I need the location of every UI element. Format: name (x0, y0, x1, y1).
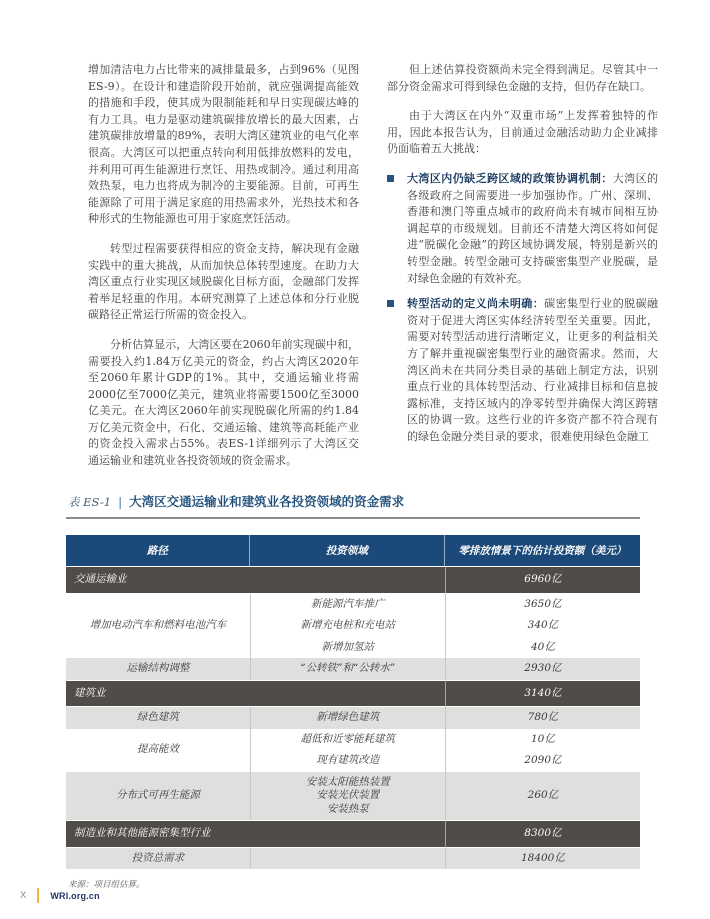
table-row (66, 594, 640, 616)
section-value: 8300亿 (445, 820, 640, 848)
paragraph: 由于大湾区在内外“双重市场”上发挥着独特的作用，因此本报告认为，目前通过金融活动助力企业减排仍面临着五大挑战： (387, 109, 658, 156)
table-row (66, 658, 640, 680)
field-cell: 超低和近零能耗建筑 (250, 729, 445, 751)
col-header-field: 投资领域 (250, 535, 445, 566)
bullet-lead: 大湾区内仍缺乏跨区域的政策协调机制： (407, 172, 613, 185)
path-cell: 增加电动汽车和燃料电池汽车 (89, 619, 227, 631)
bullet-text: 大湾区的各级政府之间需要进一步加强协作。广州、深圳、香港和澳门等重点城市的政府尚未有城市间相互协调起草的市级规划。目前还不清楚大湾区将如何促进“脱碳化金融”的跨区域协调发展，特别是新兴的转型金融。转型金融可支持碳密集型产业脱碳，是对绿色金融的有效补充。 (407, 171, 659, 285)
paragraph: 但上述估算投资额尚未完全得到满足。尽管其中一部分资金需求可得到绿色金融的支持，但仍存在缺口。 (387, 63, 658, 93)
field-line: 安装光伏装置 (316, 789, 380, 801)
paragraph: 转型过程需要获得相应的资金支持，解决现有金融实践中的重大挑战，从而加快总体转型速度。在助力大湾区重点行业实现区域脱碳化目标方面，金融部门发挥着举足轻重的作用。本研究测算了上述总体和分行业脱碳路径正常运行所需的资金投入。 (88, 241, 359, 322)
value-cell: 260亿 (445, 772, 640, 821)
left-column (88, 62, 359, 483)
table-label: 表 ES-1 (68, 495, 112, 509)
value-cell: 2930亿 (445, 658, 640, 680)
col-header-value: 零排放情景下的估计投资额（美元） (445, 535, 640, 566)
field-line: 安装热泵 (326, 802, 369, 815)
field-cell: 新增充电桩和充电站 (250, 615, 445, 637)
challenge-bullet-1 (387, 171, 658, 287)
path-cell: 投资总需求 (66, 848, 250, 870)
value-cell: 340亿 (445, 615, 640, 637)
value-cell: 18400亿 (445, 848, 640, 870)
value-cell: 3650亿 (445, 594, 640, 616)
table-title-divider: | (118, 495, 123, 509)
table-title-text: 大湾区交通运输业和建筑业各投资领域的资金需求 (129, 495, 405, 509)
paragraph: 分析估算显示，大湾区要在2060年前实现碳中和，需要投入约1.84万亿美元的资金，约占大湾区2020年至2060年累计GDP的1%。其中，交通运输业将需2000亿至7000亿美元，建筑业将需要1500亿至3000亿美元。在大湾区2060年前实现脱碳化所需的约1.84万亿美元资金中，石化、交通运输、建筑等高耗能产业的资金投入需求占55%。表ES-1详细列示了大湾区交通运输业和建筑业各投资领域的资金需求。 (88, 337, 359, 468)
section-row-transport (66, 566, 640, 594)
section-name: 交通运输业 (66, 566, 445, 594)
path-cell: 绿色建筑 (66, 707, 250, 729)
field-cell (250, 848, 445, 870)
bullet-square-icon (387, 175, 394, 182)
field-cell: 新增加氢站 (250, 637, 445, 659)
two-column-text (88, 62, 658, 483)
section-row-building (66, 680, 640, 708)
table-row (66, 729, 640, 751)
path-cell: 运输结构调整 (66, 658, 250, 680)
bullet-square-icon (387, 300, 394, 307)
page-number: X (20, 890, 27, 901)
paragraph: 增加清洁电力占比带来的减排量最多，占到96%（见图ES-9）。在设计和建造阶段开始前，就应强调提高能效的措施和手段，使其成为限制能耗和早日实现碳达峰的有力工具。电力是驱动建筑碳排放增长的最大因素，占建筑碳排放增量的89%，表明大湾区建筑业的电气化率很高。大湾区可以把重点转向利用低排放燃料的发电，并利用可再生能源进行烹饪、用热或制冷。通过利用高效热泵，电力也将成为制冷的主要能源。目前，可再生能源除了可用于满足家庭的用热需求外，光热技术和各种形式的生物能源也可用于家庭烹饪活动。 (88, 63, 359, 226)
field-cell: “公转铁”和“公转水” (250, 658, 445, 680)
value-cell: 40亿 (445, 637, 640, 659)
table-title (68, 492, 640, 510)
field-cell: 新增绿色建筑 (250, 707, 445, 729)
investment-table (66, 535, 640, 869)
section-name: 建筑业 (66, 680, 445, 708)
footer-accent-bar (37, 888, 39, 903)
right-column (387, 62, 658, 483)
table-row (66, 772, 640, 821)
table-row-total (66, 848, 640, 870)
challenge-bullet-2 (387, 296, 658, 445)
path-cell: 提高能效 (136, 743, 179, 756)
table-header-row (66, 535, 640, 566)
col-header-path: 路径 (66, 535, 250, 566)
section-value: 3140亿 (445, 680, 640, 708)
field-line: 安装太阳能热装置 (305, 775, 390, 788)
section-name: 制造业和其他能源密集型行业 (66, 820, 445, 848)
footer-site-url: WRI.org.cn (50, 890, 100, 901)
bullet-text: 碳密集型行业的脱碳融资对于促进大湾区实体经济转型至关重要。因此，需要对转型活动进行清晰定义，让更多的利益相关方了解并重视碳密集型行业的融资需求。然而，大湾区尚未在共同分类目录的基础上制定方法，识别重点行业的具体转型活动、行业减排目标和信息披露标准，支持区域内的净零转型并确保大湾区跨辖区的协调一致。这些行业的许多资产都不符合现有的绿色金融分类目录的要求，很难使用绿色金融工 (407, 297, 659, 443)
value-cell: 780亿 (445, 707, 640, 729)
table-row (66, 707, 640, 729)
field-cell: 现有建筑改造 (250, 750, 445, 772)
table-source-note: 来源：项目组估算。 (68, 880, 145, 890)
section-row-manufacturing (66, 820, 640, 848)
field-cell (250, 772, 445, 821)
field-cell: 新能源汽车推广 (250, 594, 445, 616)
page-footer (20, 888, 100, 903)
value-cell: 10亿 (445, 729, 640, 751)
bullet-lead: 转型活动的定义尚未明确： (407, 298, 545, 311)
title-rule (66, 517, 640, 519)
value-cell: 2090亿 (445, 750, 640, 772)
section-value: 6960亿 (445, 566, 640, 594)
path-cell: 分布式可再生能源 (66, 772, 250, 821)
table-es1-block (66, 492, 640, 890)
